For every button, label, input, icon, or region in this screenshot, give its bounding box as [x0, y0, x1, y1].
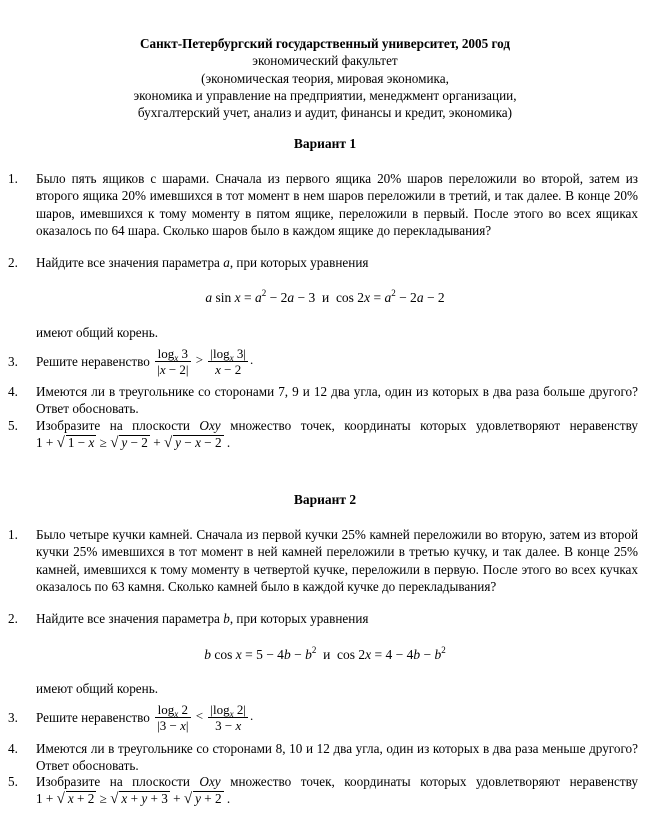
v1-problem-5: [8, 417, 638, 453]
problem-number: 2.: [8, 611, 18, 626]
faculty-line: экономический факультет: [252, 53, 398, 69]
problem-text: Изобразите на плоскости Oxy множество точек, координаты которых удовлетворяют неравенству 1 + √ x + 2 ≥ √ x + y + 3 + √ y + 2 .: [36, 774, 638, 808]
problem-number: 4.: [8, 741, 18, 756]
v1-problem-3: [8, 346, 638, 377]
problem-text: Было четыре кучки камней. Сначала из первой кучки 25% камней переложили во вторую, затем из второй кучки 25% имевшихся в тот момент в ней камней переложили в третью кучку, и так далее. В конце 25% камней, имевшихся к тому моменту в четвертой кучке, переложили в первую. После этого во всех кучках оказалось по 63 камня. Сколько камней было в каждой кучке до перекладывания?: [36, 527, 638, 594]
specialties-line-2: экономика и управление на предприятии, менеджмент организации,: [133, 87, 517, 103]
v1-eq-left: a $\sin x = a^2 - 2a - 3$: [205, 288, 316, 305]
problem-number: 5.: [8, 418, 18, 433]
v2-eq-left: b $\cos x = 5 - 4b - b^2$: [204, 645, 317, 662]
problem-text: Найдите все значения параметра b, при которых уравнения: [36, 611, 369, 626]
problem-number: 3.: [8, 354, 18, 369]
problem-number: 1.: [8, 527, 18, 542]
document-header: [0, 35, 650, 121]
v2-problem-3: [8, 702, 638, 733]
university-title: Санкт-Петербургский государственный университет, 2005 год: [139, 36, 511, 51]
problem-text: Имеются ли в треугольнике со сторонами 8, 10 и 12 два угла, один из которых в два раза меньше другого? Ответ обосновать.: [36, 741, 638, 774]
v1-problem-4: [8, 383, 638, 418]
parameter-symbol: a: [223, 255, 230, 270]
v1-inequality-3: $\frac{\log_x 3}{|x - 2|}$ > $\frac{|\log_x 3|}{x - 2}$ .: [157, 346, 254, 377]
problem-text: Найдите все значения параметра a, при которых уравнения: [36, 255, 369, 270]
v1-problem-2-tail: имеют общий корень.: [36, 325, 159, 340]
v1-equations: [0, 290, 650, 306]
problem-text: Имеются ли в треугольнике со сторонами 7, 9 и 12 два угла, один из которых в два раза больше другого? Ответ обосновать.: [36, 384, 638, 417]
parameter-symbol: b: [223, 611, 230, 626]
v2-problem-1: [8, 526, 638, 595]
problem-text: Было пять ящиков с шарами. Сначала из первого ящика 20% шаров переложили во второй, затем из второго ящика 20% имевшихся в тот момент в нем шаров переложили в третий, и так далее. В конце 20% шаров, имевшихся к тому моменту в пятом ящике, переложили в первый. После этого во всех ящиках оказалось по 64 шара. Сколько шаров было в каждом ящике до перекладывания?: [36, 171, 638, 238]
problem-number: 4.: [8, 384, 18, 399]
problem-text: Изобразите на плоскости Oxy множество точек, координаты которых удовлетворяют неравенству 1 + √ 1 − x ≥ √ y − 2 + √ y − x − 2 .: [36, 418, 638, 452]
plane-symbol: Oxy: [199, 418, 221, 433]
problem-text: Решите неравенство $\frac{\log_x 3}{|x - 2|}$ > $\frac{|\log_x 3|}{x - 2}$ .: [36, 346, 254, 377]
problem-number: 5.: [8, 774, 18, 789]
v2-problem-2: [8, 610, 638, 627]
problem-number: 1.: [8, 171, 18, 186]
v2-problem-5: [8, 773, 638, 809]
v2-equations: [0, 647, 650, 663]
v1-eq-right: $\cos 2x = a^2 - 2a - 2$: [335, 288, 445, 305]
problem-text: Решите неравенство $\frac{\log_x 2}{|3 - x|}$ < $\frac{|\log_x 2|}{3 - x}$ .: [36, 702, 254, 733]
specialties-line-3: бухгалтерский учет, анализ и аудит, финансы и кредит, экономика): [137, 105, 513, 121]
v2-eq-right: $\cos 2x = 4 - 4b - b^2$: [337, 645, 446, 662]
plane-symbol: Oxy: [199, 774, 221, 789]
v2-inequality-5: 1 + √ x + 2 ≥ √ x + y + 3 + √ y + 2 .: [36, 791, 231, 808]
variant-2-title: Вариант 2: [293, 492, 357, 507]
v2-problem-4: [8, 740, 638, 775]
v1-problem-2: [8, 254, 638, 271]
v2-inequality-3: $\frac{\log_x 2}{|3 - x|}$ < $\frac{|\log_x 2|}{3 - x}$ .: [157, 702, 254, 733]
v2-problem-2-tail: имеют общий корень.: [36, 681, 159, 696]
equation-joiner: и: [323, 647, 331, 662]
v1-inequality-5: 1 + √ 1 − x ≥ √ y − 2 + √ y − x − 2 .: [36, 435, 231, 452]
variant-1-title: Вариант 1: [293, 136, 357, 151]
problem-number: 2.: [8, 255, 18, 270]
problem-number: 3.: [8, 710, 18, 725]
equation-joiner: и: [321, 290, 330, 305]
specialties-line-1: (экономическая теория, мировая экономика,: [201, 70, 449, 86]
v1-problem-1: [8, 170, 638, 239]
